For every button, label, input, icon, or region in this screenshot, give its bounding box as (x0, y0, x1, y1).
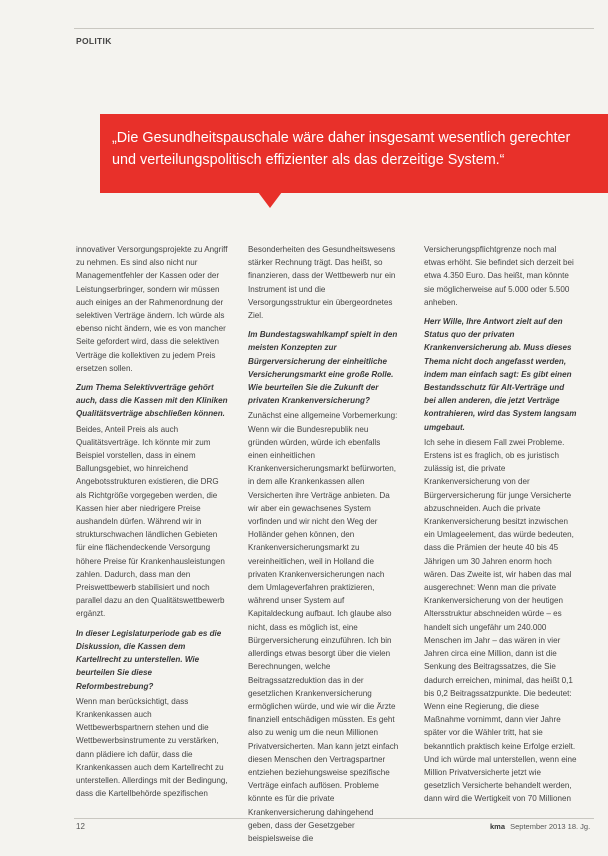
body-paragraph: innovativer Versorgungsprojekte zu Angriff zu nehmen. Es sind also nicht nur Managementfehler der Kassen oder der Leistungserbringer, sondern wir müssen auch einiges an der Rahmenordnung der selektiven Verträge ändern. Ich würde als ebenso nicht ändern, wie es von mancher Seite gefordert wird, dass die selektiven Verträge die kollektiven zu jedem Preis ersetzen sollen. (76, 245, 228, 373)
header-rule (74, 28, 594, 29)
body-paragraph: Beides, Anteil Preis als auch Qualitätsverträge. Ich könnte mir zum Beispiel vorstellen, dass in einem Ballungsgebiet, wo hinreichend Angebotsstrukturen existieren, die DRG als Richtgröße vorgegeben werden, die Kassen hier aber niedrigere Preise aushandeln dürfen. Während wir in strukturschwachen ländlichen Gebieten für eine flächendeckende Versorgung höhere Preise für Krankenhausleistungen zahlen. Dadurch, dass man den Preiswettbewerb stabilisiert und noch parallel dazu an den Qualitätswettbewerb ergänzt. (76, 424, 225, 619)
interview-question: Im Bundestagswahlkampf spielt in den meisten Konzepten zur Bürgerversicherung der einheitliche Versicherungsmarkt eine große Rolle. Wie beurteilen Sie die Zukunft der privaten Krankenversicherung? (248, 330, 398, 406)
interview-question: In dieser Legislaturperiode gab es die Diskussion, die Kassen dem Kartellrecht zu unterstellen. Wie beurteilen Sie diese Reformbestrebung? (76, 628, 222, 691)
body-paragraph: Zunächst eine allgemeine Vorbemerkung: Wenn wir die Bundesrepublik neu gründen würden, würde ich ebenfalls einen einheitlichen Krankenversicherungsmarkt befürworten, in dem alle Krankenkassen allen Versicherten ihre Verträge anbieten. Da wir aber ein gewachsenes System vorfinden und wir nicht den Weg der Holländer gehen können, den Krankenversicherungsmarkt zu vereinheitlichen, weil in Holland die privaten Krankenversicherungen nach dem Umlageverfahren praktizieren, während unser System auf Kapitaldeckung aufbaut. Ich glaube also nicht, dass es möglich ist, eine Bürgerversicherung einzuführen. Ich bin allerdings etwas besorgt über die vielen Berechnungen, welche Beitragssatzreduktion das in der gesetzlichen Krankenversicherung ermöglichen würde, und wie wir die Ärzte finanziell entschädigen müssten. Es geht also zu wenig um die neun Millionen Privatversicherten. Man kann jetzt einfach diesen Menschen den Vertragspartner entziehen beziehungsweise spezifische Verträge einfach auflösen. Probleme könnte es für die private Krankenversicherung dahingehend geben, dass der Gesetzgeber beispielsweise die (248, 411, 399, 843)
text-column-2 (248, 243, 400, 851)
body-paragraph: Ich sehe in diesem Fall zwei Probleme. Erstens ist es fraglich, ob es juristisch zulässig ist, die private Krankenversicherung von der Bürgerversicherung für junge Versicherte abzuschneiden. Auch die private Krankenversicherung besitzt inzwischen ein Umlageelement, das würde bedeuten, dass die Prämien der heute 40 bis 45 Jährigen um 30 Jahren enorm hoch wären. Das Zweite ist, wir haben das mal ausgerechnet: Wenn man die private Krankenversicherung von der heutigen Altersstruktur abschneiden würde – es handelt sich ungefähr um 240.000 Menschen im Jahr – das wären in vier Jahren circa eine Million, dann ist die Senkung des Beitragssatzes, die Sie dadurch erreichen, minimal, das heißt 0,1 bis 0,2 Beitragssatzpunkte. Die bedeutet: Wenn eine Regierung, die diese Maßnahme vornimmt, dann vier Jahre später vor die Wähler tritt, hat sie bekanntlich praktisch keine Erfolge erzielt. Und ich würde mal unterstellen, wenn eine Million Privatversicherte jetzt wie gesetzlich Versicherte behandelt werden, dann wird die Wertigkeit von 70 Millionen (424, 437, 577, 804)
footer-rule (74, 818, 594, 819)
volume-label: 18. Jg. (567, 822, 591, 831)
section-label: POLITIK (76, 36, 112, 46)
interview-question: Zum Thema Selektivverträge gehört auch, dass die Kassen mit den Kliniken Qualitätsverträge abschließen können. (76, 383, 228, 419)
page-number: 12 (76, 822, 85, 831)
pull-quote-tail (258, 192, 282, 208)
interview-question: Herr Wille, Ihre Antwort zielt auf den Status quo der privaten Krankenversicherung ab. Muss dieses Thema nicht doch angefasst werden, indem man einfach sagt: Es gibt einen Bestandsschutz für Alt-Verträge und bei allen anderen, die jetzt Verträge kontrahieren, wird das System langsam umgebaut. (424, 317, 577, 432)
pull-quote-box (100, 114, 608, 193)
body-paragraph: Wenn man berücksichtigt, dass Krankenkassen auch Wettbewerbspartnern stehen und die Wettbewerbsinstrumente zu verstärken, dann plädiere ich dafür, dass die Krankenkassen auch dem Kartellrecht zu unterstellen. Allerdings mit der Bedingung, dass die Kartellbehörde spezifischen (76, 696, 228, 799)
body-paragraph: Besonderheiten des Gesundheitswesens stärker Rechnung trägt. Das heißt, so finanzieren, dass der Wettbewerb nur ein Instrument ist und die Versorgungsstruktur ein übergeordnetes Ziel. (248, 245, 396, 321)
text-column-1 (76, 243, 228, 806)
footer-issue-info (490, 822, 590, 831)
brand-label: kma (490, 822, 506, 831)
body-paragraph: Versicherungspflichtgrenze noch mal etwas erhöht. Sie befindet sich derzeit bei etwa 4.350 Euro. Das heißt, man könnte sie möglicherweise auf 5.000 oder 5.500 anheben. (424, 245, 574, 307)
issue-date: September 2013 (510, 822, 566, 831)
text-column-3 (424, 243, 578, 812)
pull-quote-text: „Die Gesundheitspauschale wäre daher insgesamt wesentlich gerechter und verteilungspolitisch effizienter als das derzeitige System.“ (112, 130, 571, 168)
